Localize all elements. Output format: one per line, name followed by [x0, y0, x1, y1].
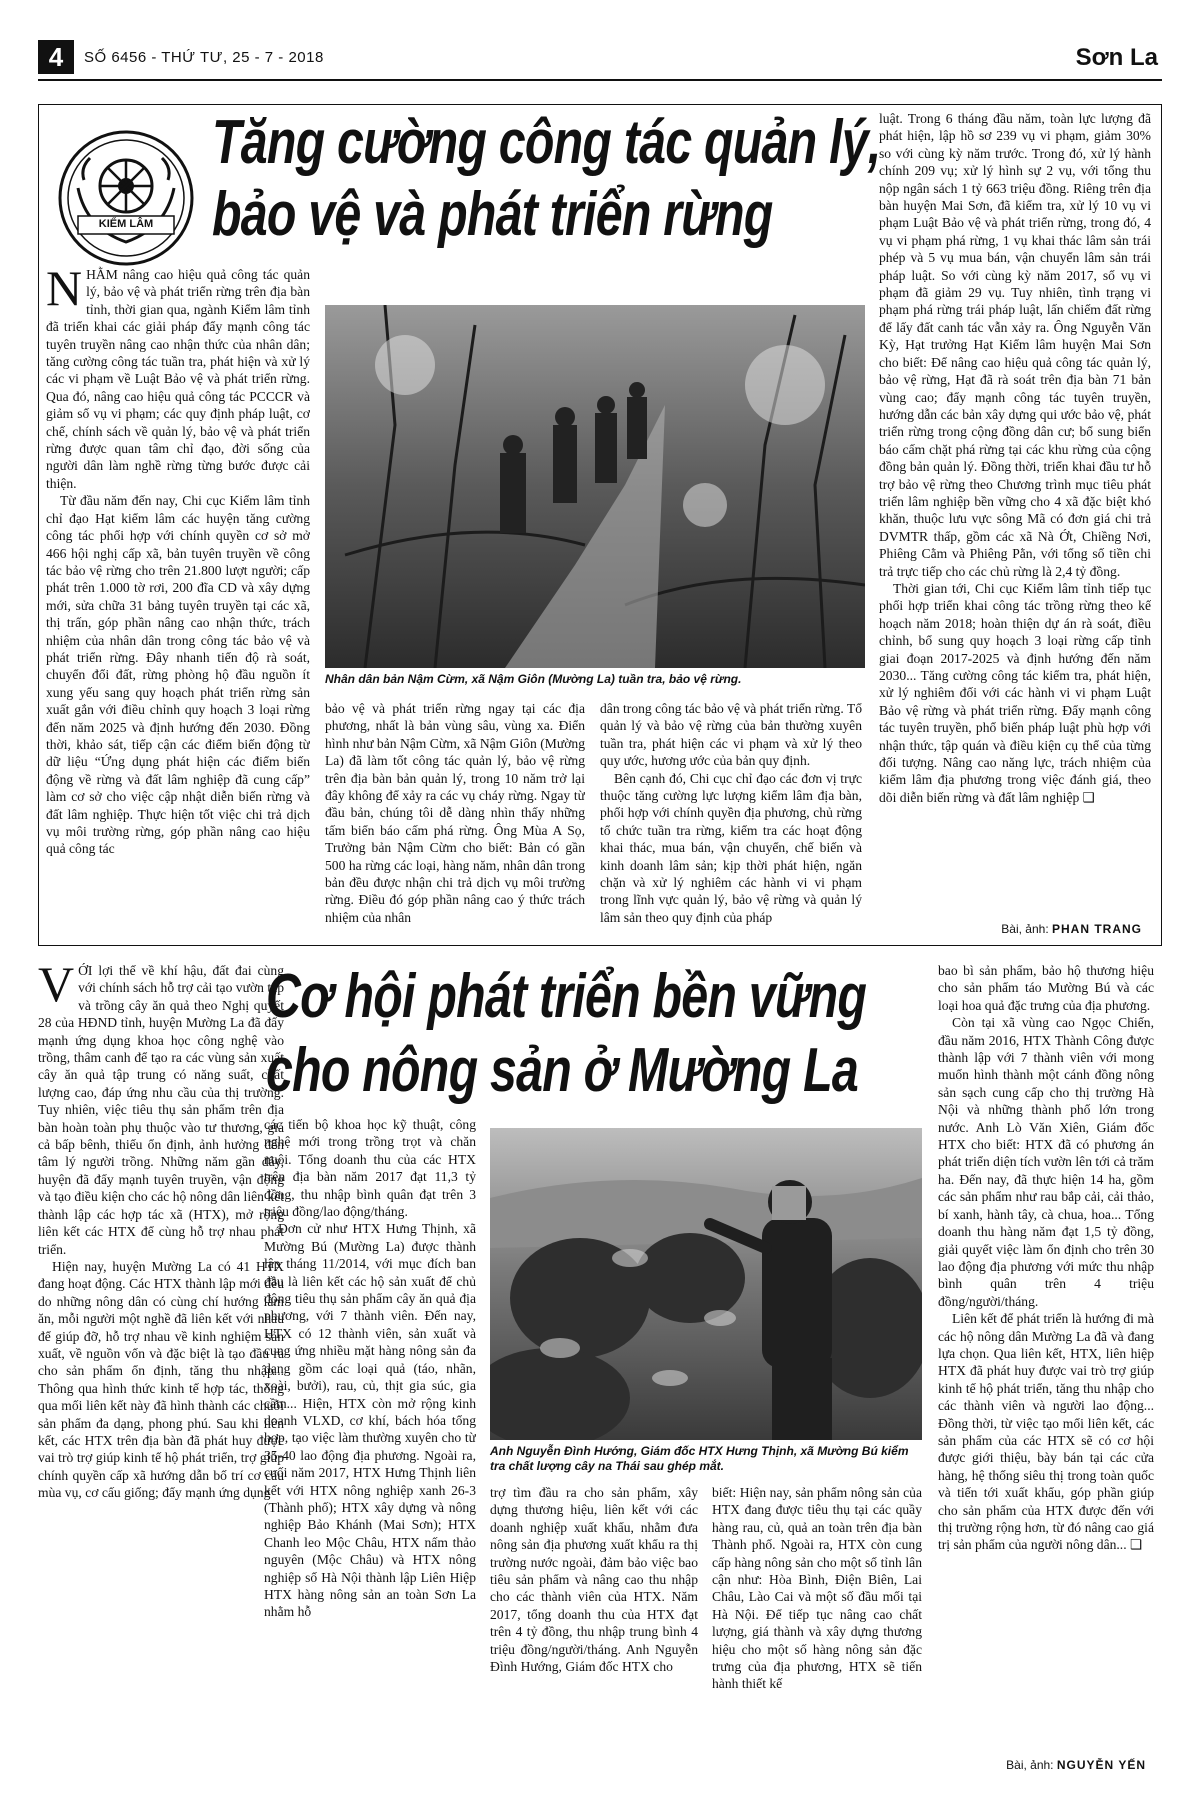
article1-paragraph: dân trong công tác bảo vệ và phát triển rừng. Tổ quản lý và bảo vệ rừng của bản thường xuyên tuần tra, phát hiện các vi phạm và xử lý theo quy ước, hương ước của bản quy định. — [600, 701, 862, 769]
article1-photo-caption: Nhân dân bản Nậm Cừm, xã Nậm Giôn (Mường La) tuần tra, bảo vệ rừng. — [325, 672, 742, 686]
article1-paragraph: luật. Trong 6 tháng đầu năm, toàn lực lượng đã phát hiện, lập hồ sơ 239 vụ vi phạm, giảm 30% so với cùng kỳ năm trước. Trong đó, xử lý hành chính 209 vụ; xử lý hình sự 2 vụ, với tổng thu nộp ngân sách 1 tỷ 663 triệu đồng. Riêng trên địa bàn huyện Mai Sơn, đã kiểm tra, xử lý 10 vụ vi phạm Luật Bảo vệ và phát triển rừng, trong đó, 4 vụ vi phạm phá rừng, 1 vụ khai thác lâm sản trái phép và 5 vụ mua bán, vận chuyển lâm sản trái pháp luật. So với cùng kỳ năm 2017, số vụ vi phạm đã giảm 29 vụ. Tuy nhiên, tình trạng vi phạm phá rừng trái pháp luật, lấn chiếm đất rừng để lấy đất canh tác vẫn xảy ra. Ông Nguyễn Văn Kỳ, Hạt trưởng Hạt Kiểm lâm huyện Mai Sơn cho biết: Để nâng cao hiệu quả công tác quản lý, bảo vệ rừng, Hạt đã rà soát trên địa bàn 71 bản vùng cao; đẩy mạnh công tác tuyên truyền, hướng dẫn các bản xây dựng qui ước bảo vệ, phát triển rừng trong cộng đồng dân cư; bổ sung biển báo cấm chặt phá rừng tại các khu rừng của cộng đồng bản quản lý. Đồng thời, triển khai đầu tư hỗ trợ bảo vệ rừng theo Chương trình mục tiêu phát triển lâm nghiệp bền vững cho 4 xã đặc biệt khó khăn, thuộc lưu vực sông Mã có đơn giá chi trả DVMTR thấp, gồm các xã Nà Ớt, Chiềng Nơi, Phiêng Cằm và Phiêng Pằn, với tổng số tiền chi trả trực tiếp cho các chủ rừng là 2,4 tỷ đồng. — [879, 111, 1151, 579]
article2-byline — [1006, 1758, 1146, 1772]
article2-paragraph: trợ tìm đầu ra cho sản phẩm, xây dựng thương hiệu, liên kết với các doanh nghiệp xuất khẩu, nhằm đưa nông sản địa phương xuất khẩu ra thị trường nước ngoài, đảm bảo việc bao tiêu sản phẩm và nâng cao thu nhập cho các thành viên của HTX. Năm 2017, tổng doanh thu của HTX đạt trên 4 tỷ đồng, thu nhập trung bình 4 triệu đồng/người/tháng. Anh Nguyễn Đình Hướng, Giám đốc HTX cho — [490, 1485, 698, 1675]
article1-title-line2: bảo vệ và phát triển rừng — [212, 180, 773, 249]
article2-paragraph: biết: Hiện nay, sản phẩm nông sản của HTX đang được tiêu thụ tại các quầy hàng rau, củ, quả an toàn trên địa bàn Thành phố. Ngoài ra, HTX còn cung cấp hàng nông sản cho một số tỉnh lân cận như: Hòa Bình, Điện Biên, Lai Châu, Lào Cai và một số đầu mối tại Hà Nội. Để tiếp tục nâng cao chất lượng, giá thành và xây dựng thương hiệu cho một số hàng nông sản đặc trưng của địa phương, HTX sẽ tiến hành thiết kế — [712, 1485, 922, 1692]
article2-column-1 — [38, 962, 284, 1762]
article2-column-2 — [264, 1116, 476, 1762]
byline-prefix: Bài, ảnh: — [1006, 1758, 1054, 1772]
article1-column-2 — [325, 700, 585, 938]
article1-column-3 — [600, 700, 862, 938]
forest-ranger-logo — [56, 128, 196, 268]
article2-column-4 — [712, 1484, 922, 1762]
article2-paragraph: bao bì sản phẩm, bảo hộ thương hiệu cho sản phẩm táo Mường Bú và các loại hoa quả đặc trưng của địa phương. — [938, 963, 1154, 1013]
article2-paragraph: ỚI lợi thế về khí hậu, đất đai cùng với chính sách hỗ trợ cải tạo vườn tạp và trồng cây ăn quả theo Nghị quyết 28 của HĐND tỉnh, huyện Mường La đã đẩy mạnh ứng dụng khoa học công nghệ vào trồng, thâm canh để tạo ra các vùng sản xuất cây ăn quả tập trung có năng suất, chất lượng cao, đáp ứng nhu cầu của thị trường. Tuy nhiên, việc tiêu thụ sản phẩm trên địa bàn hoàn toàn phụ thuộc vào tư thương, giá cả bấp bênh, thiếu ổn định, ảnh hưởng đến tâm lý người trồng. Những năm gần đây, huyện đã đẩy mạnh tuyên truyền, vận động và tạo điều kiện cho các hộ nông dân liên kết thành lập các hợp tác xã (HTX), mở rộng liên kết các HTX để cùng hỗ trợ nhau phát triển. — [38, 963, 284, 1257]
article1-column-1 — [46, 266, 310, 938]
header-rule — [38, 79, 1162, 81]
article2-column-5 — [938, 962, 1154, 1754]
issue-line: SỐ 6456 - THỨ TƯ, 25 - 7 - 2018 — [84, 49, 324, 66]
section-name: Sơn La — [1075, 44, 1158, 71]
article2-photo — [490, 1128, 922, 1440]
article2-paragraph: Còn tại xã vùng cao Ngọc Chiến, đầu năm 2016, HTX Thành Công được thành lập với 7 thành viên với mong muốn hình thành một cánh đồng nông sản sạch cung cấp cho thị trường Hà Nội và những thành phố lớn trong nước. Anh Lò Văn Xiên, Giám đốc HTX cho biết: HTX đã có phương án phát triển diện tích vườn lên tới cả trăm ha. Đến nay, đã thực hiện 14 ha, gồm các sản phẩm như rau bắp cải, cải thảo, bí xanh, hành tây, cà chua, hoa... Tổng doanh thu hàng năm đạt 1,5 tỷ đồng, giải quyết việc làm ổn định cho trên 30 lao động địa phương với mức thu nhập bình quân trên 4 triệu đồng/người/tháng. — [938, 1015, 1154, 1309]
article1-title-line1: Tăng cường công tác quản lý, — [212, 108, 881, 177]
article1-byline — [1001, 922, 1142, 936]
byline-author: NGUYỄN YẾN — [1056, 1758, 1146, 1772]
article1-paragraph: Từ đầu năm đến nay, Chi cục Kiểm lâm tỉnh chỉ đạo Hạt kiểm lâm các huyện tăng cường công tác phối hợp với chính quyền cơ sở mở 466 hội nghị cấp xã, bản tuyên truyền về công tác bảo vệ rừng cho trên 21.800 lượt người; cấp phát trên 1.000 tờ rơi, 200 đĩa CD và xây dựng mới, sửa chữa 31 bảng tuyên truyền tại các xã, thị trấn, góp phần nâng cao nhận thức, trách nhiệm của nhân dân trong công tác bảo vệ và phát triển rừng. Đây nhanh tiến độ rà soát, chuyển đổi đất, rừng phòng hộ đầu nguồn ít xung yếu sang quy hoạch phát triển rừng sản xuất gắn với điều chỉnh quy hoạch 3 loại rừng đến năm 2025 và định hướng đến 2030. Đồng thời, khảo sát, tiếp cận các điểm biến động từ dữ liệu “Ứng dụng phát hiện các điểm biến động về rừng và đất lâm nghiệp đã cung cấp” làm cơ sở cho việc cập nhật diễn biến rừng và đất lâm nghiệp. Thực hiện tốt việc chi trả dịch vụ môi trường rừng, góp phần nâng cao hiệu quả công tác — [46, 493, 310, 857]
article2-paragraph: các tiến bộ khoa học kỹ thuật, công nghệ mới trong trồng trọt và chăn nuôi. Tổng doanh thu của các HTX trên địa bàn năm 2017 đạt 11,3 tỷ đồng, thu nhập bình quân đạt trên 3 triệu đồng/lao động/tháng. — [264, 1117, 476, 1220]
article1-paragraph: bảo vệ và phát triển rừng ngay tại các địa phương, nhất là bản vùng sâu, vùng xa. Điển hình như bản Nậm Cừm, xã Nậm Giôn (Mường La) đã làm tốt công tác quản lý, bảo vệ rừng trên địa bàn bản quản lý, trong 10 năm trở lại đây không để xảy ra các vụ cháy rừng. Ngay từ đầu bản, chúng tôi dễ dàng nhìn thấy những tấm biển báo cấm phá rừng. Ông Mùa A Sọ, Trưởng bản Nậm Cừm cho biết: Bản có gần 500 ha rừng các loại, hàng năm, nhân dân trong bản đều được nhận chi trả dịch vụ môi trường rừng. Điều đó góp phần nâng cao ý thức trách nhiệm của nhân — [325, 701, 585, 925]
article1-paragraph: Bên cạnh đó, Chi cục chỉ đạo các đơn vị trực thuộc tăng cường lực lượng kiểm lâm địa bàn, phối hợp với chính quyền địa phương, chủ rừng tổ chức tuần tra rừng, kiểm tra các hoạt động khai thác, mua bán, vận chuyển, chế biến và kinh doanh lâm sản; kịp thời phát hiện, ngăn chặn và xử lý nghiêm các hành vi vi phạm trong lĩnh vực quản lý, bảo vệ rừng và quản lý lâm sản theo quy định của pháp — [600, 770, 862, 925]
article1-column-4 — [879, 110, 1151, 918]
article2-paragraph: Hiện nay, huyện Mường La có 41 HTX đang hoạt động. Các HTX thành lập mới đều do những nông dân có cùng chí hướng làm ăn, mỗi người một nghề đã liên kết với nhau để giúp đỡ, hỗ trợ nhau về kinh nghiệm sản xuất, về nguồn vốn và đặc biệt là tạo đầu ra cho sản phẩm ổn định, tăng thu nhập... Thông qua hình thức kinh tế hợp tác, thông qua mối liên kết này đã hình thành các chuỗi sản phẩm đa dạng, phong phú. Sau khi liên kết, các HTX trên địa bàn đã phát huy được vai trò trợ giúp kinh tế hộ phát triển, trợ giúp chính quyền cấp xã hướng dẫn bố trí cơ cấu mùa vụ, cơ cấu giống; đẩy mạnh ứng dụng — [38, 1258, 284, 1501]
article2-photo-caption: Anh Nguyễn Đình Hướng, Giám đốc HTX Hưng Thịnh, xã Mường Bú kiểm tra chất lượng cây na Thái sau ghép mắt. — [490, 1444, 909, 1473]
article1-paragraph: HẰM nâng cao hiệu quả công tác quản lý, bảo vệ và phát triển rừng trên địa bàn tỉnh, thời gian qua, ngành Kiểm lâm tỉnh đã triển khai các giải pháp đẩy mạnh công tác tuyên truyền nâng cao nhận thức của nhân dân; tăng cường công tác tuần tra, phát hiện và xử lý các vi phạm về Luật Bảo vệ và phát triển rừng. Qua đó, nâng cao hiệu quả công tác PCCCR và giảm số vụ vi phạm; các quy định pháp luật, cơ chế, chính sách về quản lý, bảo vệ và phát triển rừng được quan tâm chỉ đạo, đời sống của người dân làm nghề rừng từng bước được cải thiện. — [46, 267, 310, 491]
article1-paragraph: Thời gian tới, Chi cục Kiểm lâm tỉnh tiếp tục phối hợp triển khai công tác trồng rừng theo kế hoạch năm 2018; hoàn thiện dự án rà soát, điều chỉnh, bổ sung quy hoạch 3 loại rừng cấp tỉnh giai đoạn 2017-2025 và định hướng đến năm 2030... Tăng cường công tác kiểm tra, phát hiện, xử lý nghiêm đối với các hành vi vi phạm Luật Bảo vệ rừng và phát triển rừng. Đẩy mạnh công tác tuyên truyền, phổ biến pháp luật phù hợp với nhận thức, tập quán và điều kiện cụ thể của từng đối tượng. Nâng cao năng lực, trách nhiệm của kiểm lâm địa phương trong việc đánh giá, theo dõi diễn biến rừng và đất lâm nghiệp ❑ — [879, 580, 1151, 805]
byline-prefix: Bài, ảnh: — [1001, 922, 1049, 936]
article2-paragraph: Đơn cử như HTX Hưng Thịnh, xã Mường Bú (Mường La) được thành lập tháng 11/2014, với mục đích ban đầu là liên kết các hộ sản xuất để chủ động tiêu thụ sản phẩm cây ăn quả địa phương, với 7 thành viên. Đến nay, HTX có 12 thành viên, sản xuất và cung ứng nhiều mặt hàng nông sản đa dạng gồm các loại quả (táo, nhãn, xoài, bưởi), rau, củ, thịt gia súc, gia cầm... Hiện, HTX còn mở rộng kinh doanh VLXD, cơ khí, bách hóa tổng hợp, tạo việc làm thường xuyên cho từ 35-40 lao động địa phương. Ngoài ra, cuối năm 2017, HTX Hưng Thịnh liên kết với HTX nông nghiệp xanh 26-3 (Thành phố); HTX xây dựng và nông nghiệp Bảo Khánh (Mai Sơn); HTX Chanh leo Mộc Châu, HTX nấm thảo nguyên (Mộc Châu) và HTX nông nghiệp số Hà Nội thành lập Liên Hiệp HTX hàng nông sản an toàn Sơn La nhằm hỗ — [264, 1221, 476, 1620]
article2-column-3 — [490, 1484, 698, 1762]
logo-text: KIỂM LÂM — [98, 218, 154, 230]
page-number: 4 — [48, 42, 64, 72]
article2-paragraph: Liên kết để phát triển là hướng đi mà các hộ nông dân Mường La đã và đang lựa chọn. Qua liên kết, HTX, liên hiệp HTX đã phát huy được vai trò trợ giúp kinh tế hộ phát triển, tăng thu nhập cho các thành viên và người lao động... Đồng thời, từ việc tạo mối liên kết, các sản phẩm của các HTX sẽ có cơ hội được giới thiệu, bày bán tại các cửa hàng, hệ thống siêu thị trong toàn quốc và tiến tới xuất khẩu, góp phần giúp cho sản phẩm của HTX được đến với thị trường rộng hơn, từ đó nâng cao giá trị sản phẩm của người nông dân... ❑ — [938, 1311, 1154, 1553]
article1-dropcap: N — [46, 266, 83, 316]
byline-author: PHAN TRANG — [1052, 922, 1142, 936]
article1-photo — [325, 305, 865, 668]
article2-title-line2: cho nông sản ở Mường La — [266, 1036, 858, 1105]
article2-dropcap: V — [38, 962, 75, 1012]
page-header — [38, 40, 1162, 74]
article2-title-line1: Cơ hội phát triển bền vững — [266, 962, 867, 1031]
